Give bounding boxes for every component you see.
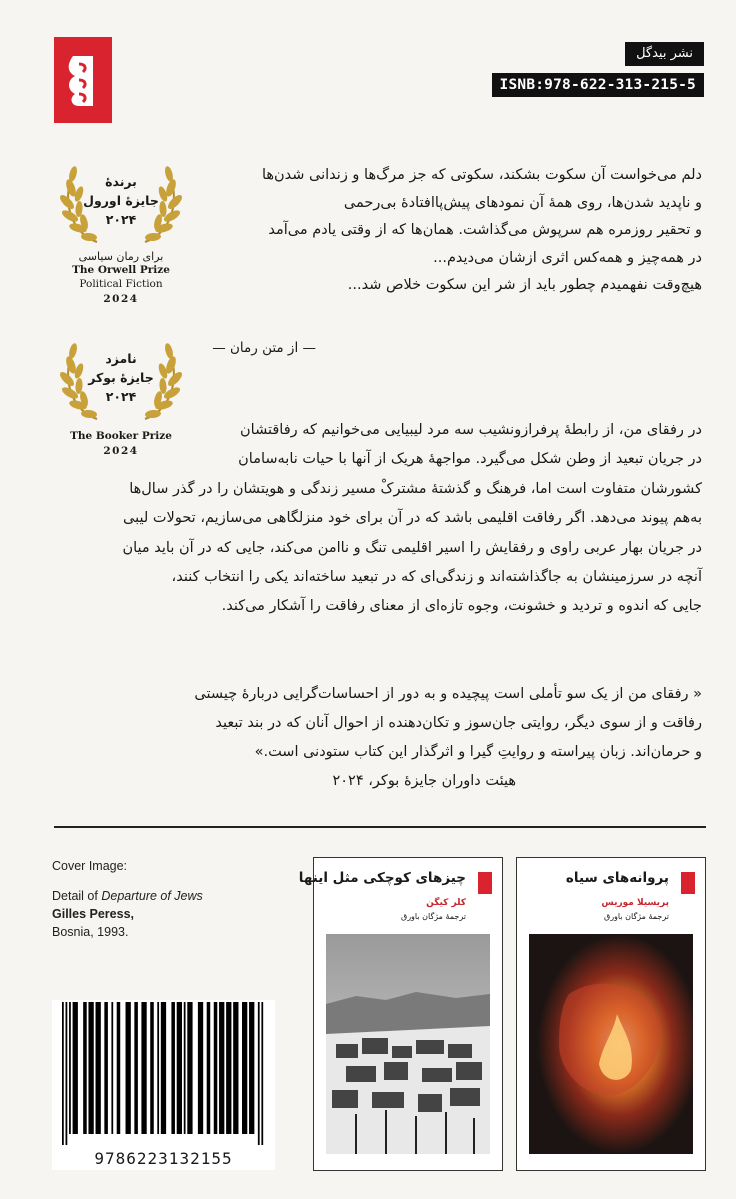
- publisher-logo-icon: [681, 872, 695, 894]
- award-year-en: 2024: [103, 293, 139, 305]
- excerpt-line: دلم می‌خواست آن سکوت بشکند، سکوتی که جز مرگ‌ها و زندانی شدن‌ها: [261, 167, 702, 183]
- barcode-bar: [134, 1002, 138, 1134]
- award-name-fa: جایزهٔ اورول: [83, 193, 159, 208]
- book-cover-photo: [529, 934, 693, 1156]
- award-subtitle-fa: برای رمان سیاسی: [78, 250, 164, 263]
- novel-excerpt: [247, 162, 702, 300]
- award-name-en: The Orwell Prize: [72, 264, 170, 276]
- barcode-bar: [261, 1002, 263, 1145]
- barcode-bar: [233, 1002, 238, 1134]
- book-title: چیزهای کوچکی مثل اینها: [298, 870, 466, 886]
- barcode-bar: [177, 1002, 182, 1134]
- jury-line: « رفقای من از یک سو تأملی است پیچیده و به دور از احساسات‌گرایی دربارهٔ چیستی: [194, 686, 702, 702]
- divider: [54, 826, 706, 828]
- barcode-bar: [198, 1002, 203, 1134]
- barcode-bar: [242, 1002, 247, 1134]
- summary-line: در جریان بهار عربی راوی و رفقایش را اسیر اقلیمی تنگ و ناامن می‌کند، جایی که در آن باید میان: [122, 539, 702, 556]
- award-status: برندهٔ: [105, 174, 137, 189]
- jury-line: و حرمان‌اند. زبان پیراسته و روایتِ گیرا و اثرگذار این کتاب ستودنی است.»: [254, 744, 702, 760]
- barcode-bar: [171, 1002, 175, 1134]
- book-cover-black-butterflies: [516, 857, 706, 1171]
- publisher-logo-icon: [54, 37, 112, 123]
- publisher-logo-icon: [478, 872, 492, 894]
- barcode-bar: [184, 1002, 186, 1134]
- isbn-label: ISNB:978-622-313-215-5: [492, 73, 704, 97]
- barcode-bar: [258, 1002, 260, 1145]
- cover-artwork-title: Departure of Jews: [101, 889, 203, 903]
- book-title: پروانه‌های سیاه: [565, 870, 669, 886]
- laurel-wreath-icon: [59, 158, 183, 246]
- barcode-bars: [62, 1002, 272, 1145]
- book-cover-photo: [326, 934, 490, 1156]
- barcode-bar: [117, 1002, 121, 1134]
- barcode-bar: [66, 1002, 68, 1145]
- summary-line: به‌هم پیوند می‌دهد. اگر رفاقت اقلیمی باشد که در آن برای خود منزلگاهی می‌سازیم، تحولات لیبی: [123, 510, 702, 527]
- barcode-bar: [161, 1002, 166, 1134]
- excerpt-line: و تحقیر روزمره هم سرپوش می‌گذاشت. همان‌ها که از وقتی یادم می‌آمد: [268, 222, 702, 238]
- jury-quote: [42, 680, 702, 796]
- barcode-bar: [126, 1002, 131, 1134]
- barcode-bar: [187, 1002, 192, 1134]
- cover-credit: [52, 857, 262, 941]
- award-name-en: The Booker Prize: [70, 430, 172, 442]
- award-orwell: [56, 158, 186, 307]
- excerpt-line: و ناپدید شدن‌ها، روی همهٔ آن نمودهای پیش‌پاافتادهٔ بی‌رحمی: [343, 194, 702, 211]
- book-author: پریسیلا موریس: [601, 898, 669, 908]
- cover-place-year: Bosnia, 1993.: [52, 925, 129, 939]
- barcode-bar: [226, 1002, 231, 1134]
- jury-line: رفاقت و از سوی دیگر، روایتی جان‌سوز و تکان‌دهنده از احوال آنان که در بند تبعید: [215, 715, 702, 731]
- barcode-bar: [157, 1002, 159, 1134]
- book-translator: ترجمهٔ مژگان باورق: [400, 912, 466, 921]
- barcode-bar: [207, 1002, 211, 1134]
- excerpt-line: هیچ‌وقت نفهمیدم چطور باید از شر این سکوت خلاص شد...: [347, 277, 702, 293]
- publisher-name: نشر بیدگل: [625, 42, 704, 66]
- summary-line: جایی که اندوه و تردید و خشونت، وجوه تازه‌ای از معنای رفاقت را آشکار می‌کند.: [221, 598, 702, 615]
- cover-credit-detail: Detail of Departure of Jews: [52, 889, 203, 903]
- book-author: کلر کیگن: [426, 898, 466, 908]
- book-summary: [52, 416, 702, 622]
- barcode-bar: [88, 1002, 93, 1134]
- barcode-bar: [69, 1002, 71, 1134]
- excerpt-source: — از متن رمان —: [212, 340, 316, 356]
- summary-line: در رفقای من، از رابطهٔ پرفرازونشیب سه مرد لیبیایی می‌خوانیم که رفاقتشان: [240, 422, 702, 438]
- book-cover-small-things: [298, 857, 503, 1171]
- summary-line: در جریان تبعید از وطن شکل می‌گیرد. مواجههٔ هریک از آنها با حیات نابه‌سامان: [238, 451, 702, 468]
- barcode-bar: [96, 1002, 101, 1134]
- book-translator: ترجمهٔ مژگان باورق: [603, 912, 669, 921]
- barcode-bar: [111, 1002, 113, 1134]
- barcode-bar: [214, 1002, 218, 1134]
- cover-artist: Gilles Peress,: [52, 907, 135, 921]
- barcode-digits: 9786223132155: [94, 1149, 233, 1168]
- barcode-bar: [62, 1002, 64, 1145]
- barcode-bar: [150, 1002, 154, 1134]
- award-status: نامزد: [105, 351, 137, 366]
- award-name-fa: جایزهٔ بوکر: [88, 370, 154, 385]
- cover-credit-label: Cover Image:: [52, 859, 128, 873]
- barcode-bar: [141, 1002, 146, 1134]
- barcode-bar: [104, 1002, 108, 1134]
- award-year-fa: ۲۰۲۴: [105, 389, 137, 404]
- award-year-en: 2024: [103, 445, 139, 457]
- summary-line: آنچه در سرزمینشان به جاگذاشته‌اند و زندگی‌ای که در تبعید ساخته‌اند یکی را انتخاب کنند،: [171, 569, 702, 586]
- excerpt-line: در همه‌چیز و همه‌کس اثری ازشان می‌دیدم...: [433, 249, 702, 266]
- laurel-wreath-icon: [59, 335, 183, 423]
- summary-line: کشورشان متفاوت است اما، فرهنگ و گذشتهٔ مشترکْ مسیر زندگی و هویتشان را در گذر سال‌ها: [129, 480, 702, 497]
- award-year-fa: ۲۰۲۴: [105, 212, 137, 227]
- barcode-bar: [83, 1002, 87, 1134]
- barcode-bar: [249, 1002, 254, 1134]
- barcode: [52, 1000, 275, 1170]
- barcode-bar: [219, 1002, 224, 1134]
- award-category-en: Political Fiction: [79, 278, 163, 290]
- barcode-bar: [73, 1002, 78, 1134]
- jury-attribution: هیئت داوران جایزهٔ بوکر، ۲۰۲۴: [332, 773, 516, 789]
